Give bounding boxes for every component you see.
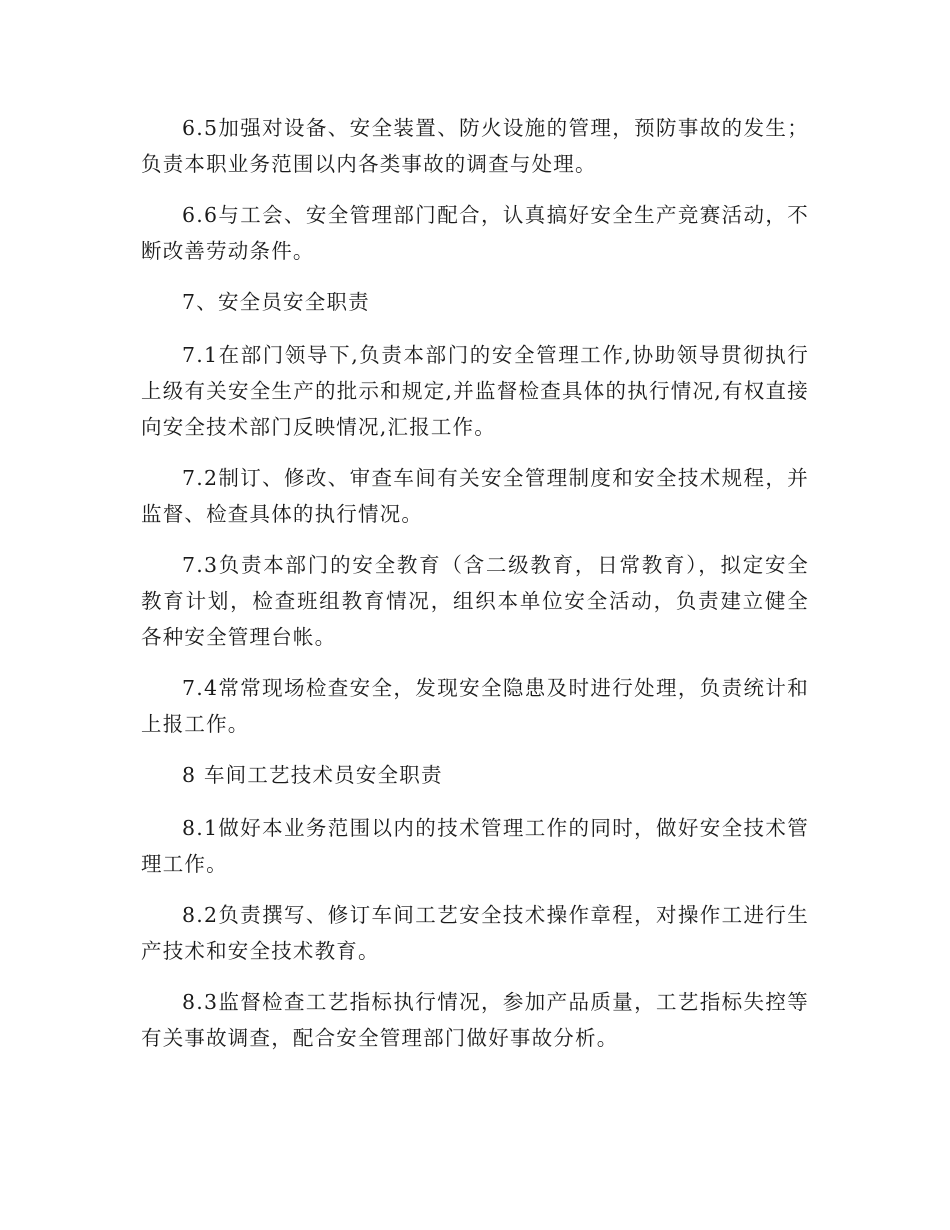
paragraph-7-1: 7.1在部门领导下,负责本部门的安全管理工作,协助领导贯彻执行上级有关安全生产的批示和规定,并监督检查具体的执行情况,有权直接向安全技术部门反映情况,汇报工作。 [141, 343, 809, 439]
paragraph-7-2: 7.2制订、修改、审查车间有关安全管理制度和安全技术规程，并监督、检查具体的执行情况。 [141, 466, 809, 526]
paragraph-7-4: 7.4常常现场检查安全，发现安全隐患及时进行处理，负责统计和上报工作。 [141, 676, 809, 736]
paragraph-6-6: 6.6与工会、安全管理部门配合，认真搞好安全生产竞赛活动，不断改善劳动条件。 [141, 203, 809, 263]
document-body [141, 110, 809, 1071]
paragraph-6-5: 6.5加强对设备、安全装置、防火设施的管理，预防事故的发生；负责本职业务范围以内各类事故的调查与处理。 [141, 116, 809, 176]
section-heading-8: 8 车间工艺技术员安全职责 [182, 763, 443, 787]
paragraph-8-2: 8.2负责撰写、修订车间工艺安全技术操作章程，对操作工进行生产技术和安全技术教育。 [141, 903, 809, 963]
paragraph-8-1: 8.1做好本业务范围以内的技术管理工作的同时，做好安全技术管理工作。 [141, 816, 809, 876]
section-heading-7: 7、安全员安全职责 [182, 290, 370, 314]
paragraph-8-3: 8.3监督检查工艺指标执行情况，参加产品质量，工艺指标失控等有关事故调查，配合安全管理部门做好事故分析。 [141, 990, 809, 1050]
paragraph-7-3: 7.3负责本部门的安全教育（含二级教育，日常教育），拟定安全教育计划，检查班组教育情况，组织本单位安全活动，负责建立健全各种安全管理台帐。 [141, 553, 809, 649]
